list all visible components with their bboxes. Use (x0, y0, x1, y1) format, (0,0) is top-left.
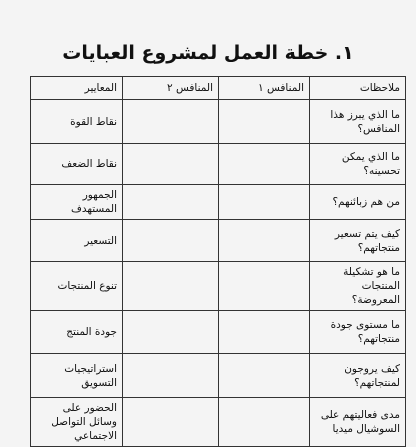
competitor-1-cell[interactable] (219, 354, 310, 398)
competitor-1-cell[interactable] (219, 100, 310, 144)
competitor-2-cell[interactable] (123, 220, 219, 262)
table-row (31, 100, 406, 144)
competitor-1-cell[interactable] (219, 398, 310, 447)
competitor-analysis-table (30, 76, 406, 447)
criterion-cell: جودة المنتج (31, 311, 123, 354)
criterion-cell: نقاط القوة (31, 100, 123, 144)
criterion-cell: نقاط الضعف (31, 144, 123, 185)
note-cell: كيف يروجون لمنتجاتهم؟ (310, 354, 406, 398)
competitor-2-cell[interactable] (123, 185, 219, 220)
criterion-cell: استراتيجيات التسويق (31, 354, 123, 398)
competitor-1-cell[interactable] (219, 262, 310, 311)
header-competitor-2: المنافس ٢ (123, 77, 219, 100)
criterion-cell: الحضور على وسائل التواصل الاجتماعي (31, 398, 123, 447)
competitor-2-cell[interactable] (123, 354, 219, 398)
competitor-2-cell[interactable] (123, 311, 219, 354)
page-title: ١. خطة العمل لمشروع العبايات (62, 42, 354, 64)
table-row (31, 354, 406, 398)
note-cell: ما مستوى جودة منتجاتهم؟ (310, 311, 406, 354)
competitor-1-cell[interactable] (219, 185, 310, 220)
table-row (31, 398, 406, 447)
header-criteria: المعايير (31, 77, 123, 100)
header-notes: ملاحظات (310, 77, 406, 100)
table-row (31, 262, 406, 311)
criterion-cell: تنوع المنتجات (31, 262, 123, 311)
competitor-2-cell[interactable] (123, 100, 219, 144)
criterion-cell: التسعير (31, 220, 123, 262)
criterion-cell: الجمهور المستهدف (31, 185, 123, 220)
note-cell: ما هو تشكيلة المنتجات المعروضة؟ (310, 262, 406, 311)
competitor-1-cell[interactable] (219, 311, 310, 354)
competitor-1-cell[interactable] (219, 220, 310, 262)
note-cell: من هم زبائنهم؟ (310, 185, 406, 220)
header-competitor-1: المنافس ١ (219, 77, 310, 100)
note-cell: ما الذي يبرز هذا المنافس؟ (310, 100, 406, 144)
note-cell: كيف يتم تسعير منتجاتهم؟ (310, 220, 406, 262)
note-cell: ما الذي يمكن تحسينه؟ (310, 144, 406, 185)
competitor-2-cell[interactable] (123, 144, 219, 185)
competitor-2-cell[interactable] (123, 398, 219, 447)
table-row (31, 144, 406, 185)
table-header-row (31, 77, 406, 100)
table-row (31, 185, 406, 220)
table-row (31, 311, 406, 354)
note-cell: مدى فعاليتهم على السوشيال ميديا (310, 398, 406, 447)
table-row (31, 220, 406, 262)
competitor-1-cell[interactable] (219, 144, 310, 185)
competitor-2-cell[interactable] (123, 262, 219, 311)
